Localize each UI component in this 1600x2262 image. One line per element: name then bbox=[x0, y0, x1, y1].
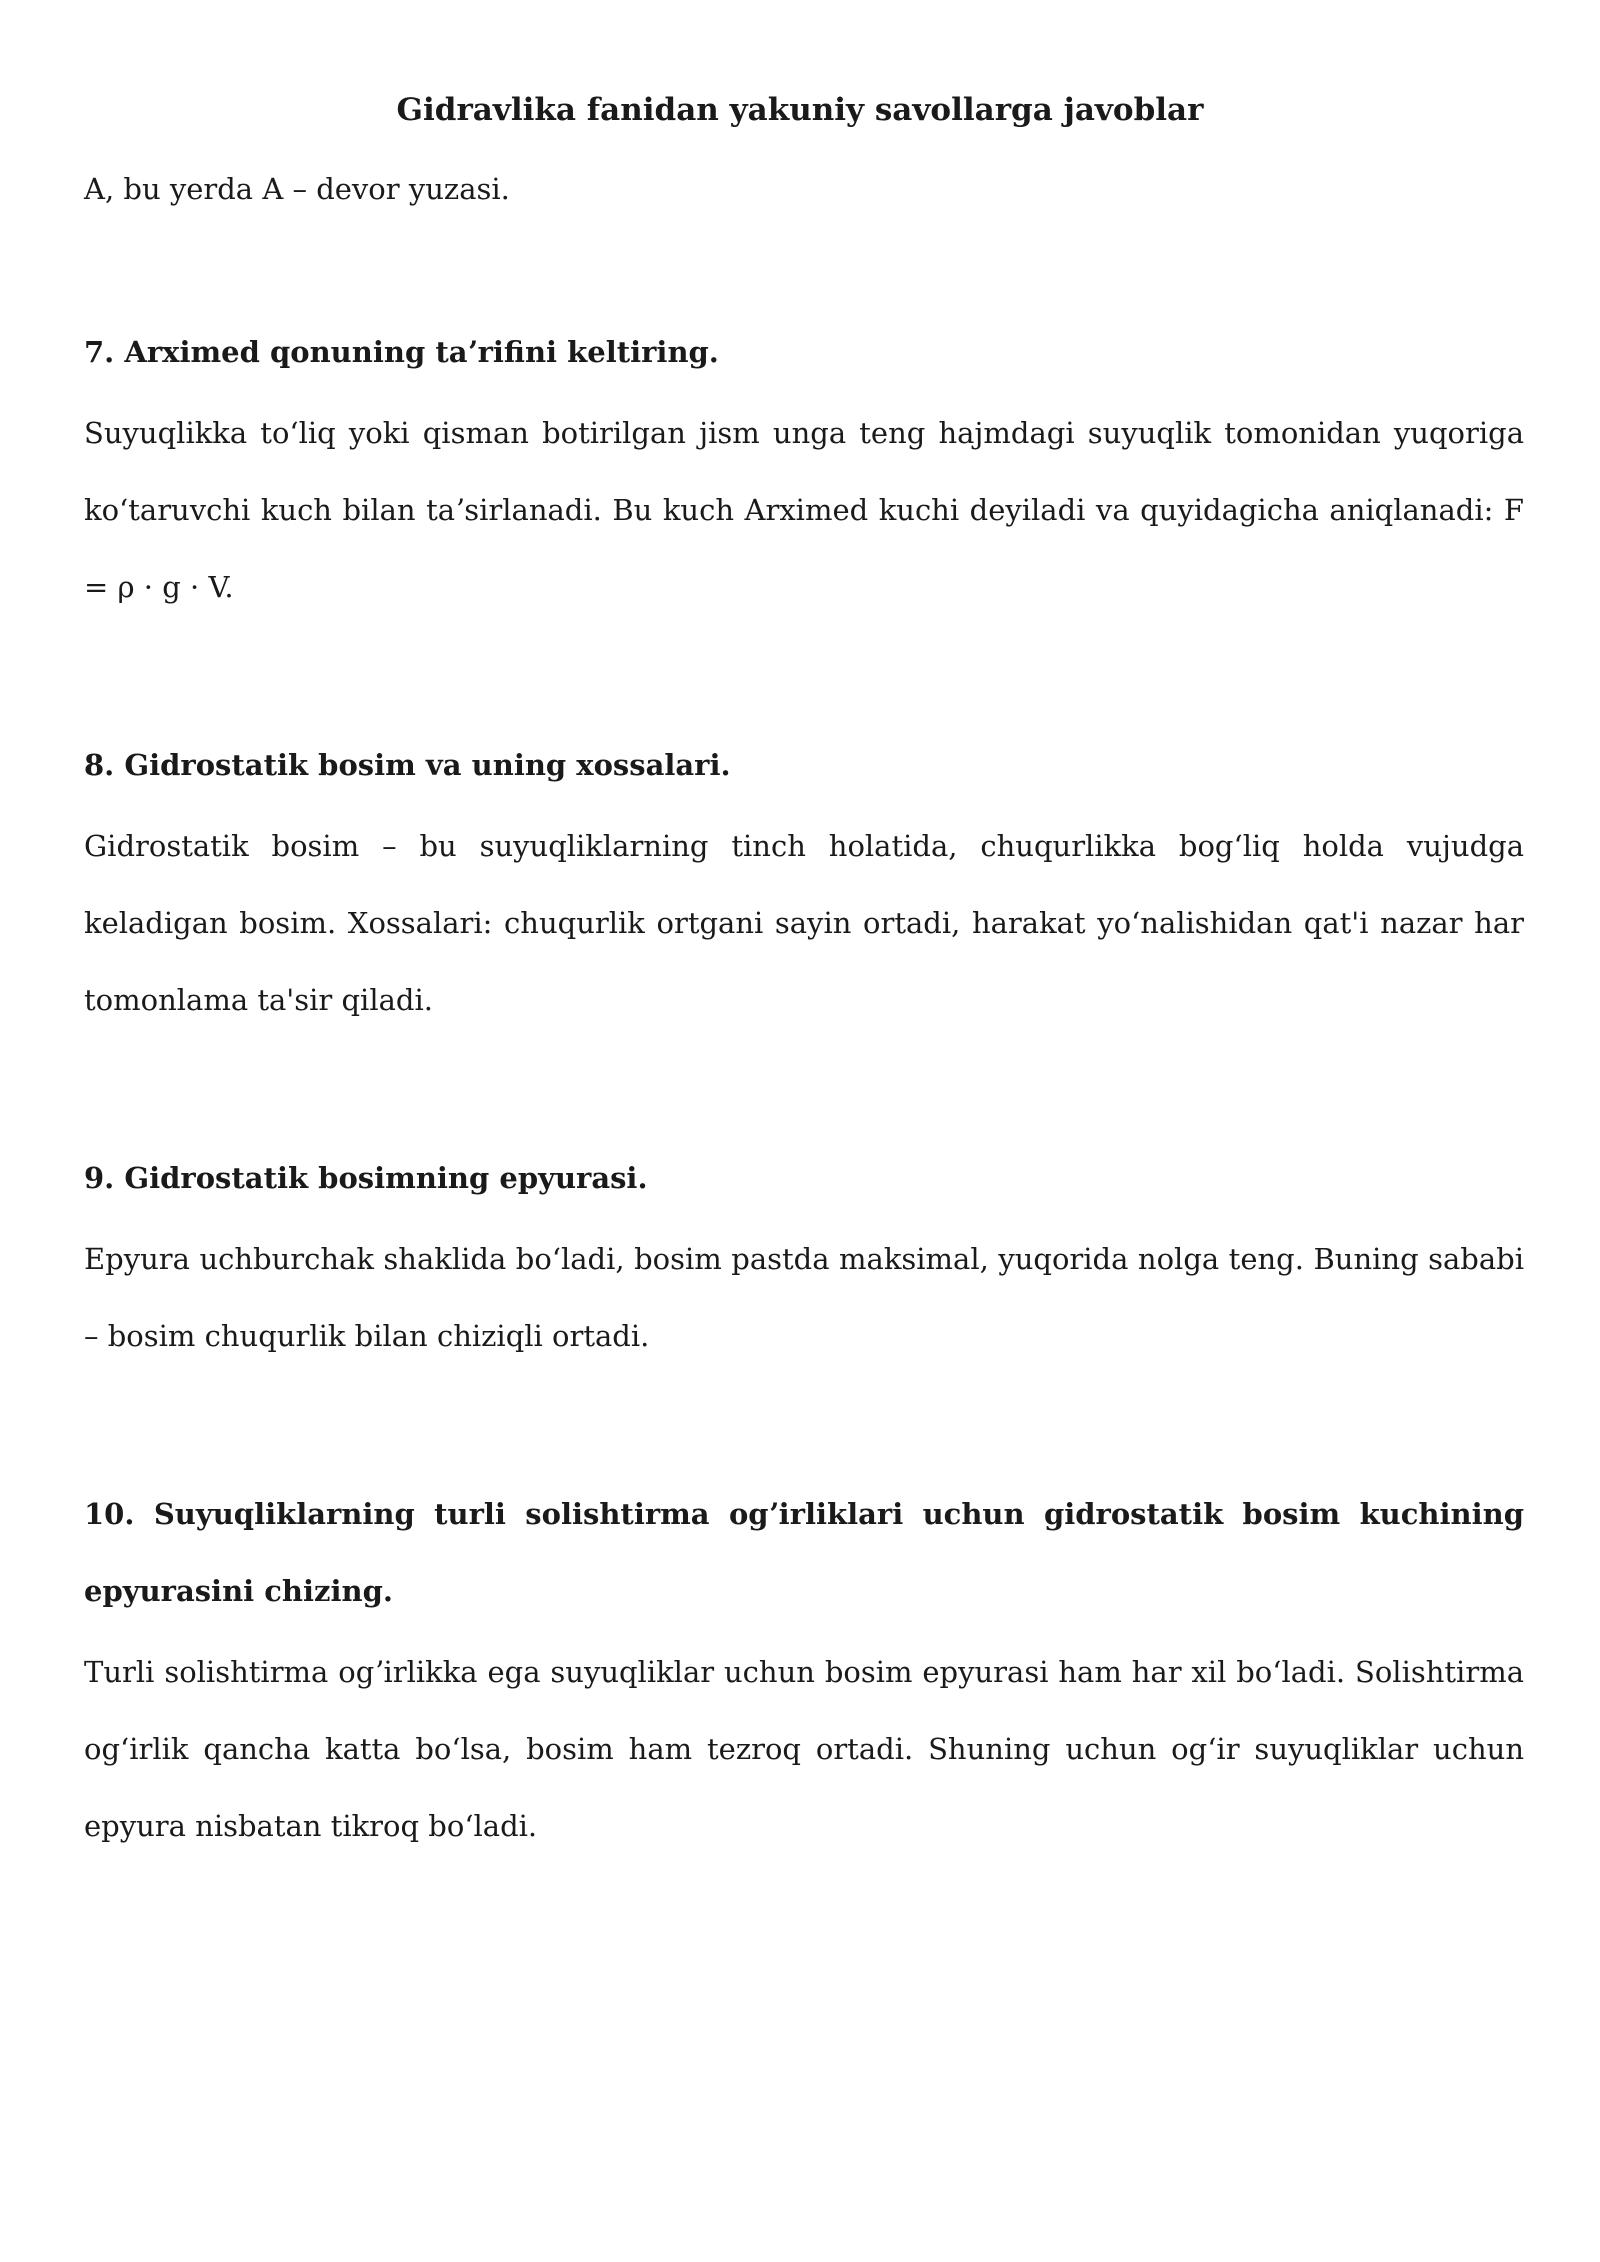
section-9 bbox=[84, 1140, 1524, 1375]
section-7 bbox=[84, 314, 1524, 626]
section-8 bbox=[84, 727, 1524, 1039]
document-body bbox=[84, 165, 1524, 1865]
section-10 bbox=[84, 1476, 1524, 1865]
intro-line: A, bu yerda A – devor yuzasi. bbox=[84, 172, 510, 206]
answer-paragraph: Suyuqlikka toʻliq yoki qisman botirilgan jism unga teng hajmdagi suyuqlik tomonidan yuqoriga koʻtaruvchi kuch bilan taʼsirlanadi. Bu kuch Arximed kuchi deyiladi va quyidagicha aniqlanadi: F = ρ · g · V. bbox=[84, 416, 1524, 604]
question-heading: 8. Gidrostatik bosim va uning xossalari. bbox=[84, 748, 731, 782]
question-heading: 10. Suyuqliklarning turli solishtirma ogʼirliklari uchun gidrostatik bosim kuchining epyurasini chizing. bbox=[84, 1497, 1524, 1608]
answer-paragraph: Turli solishtirma ogʼirlikka ega suyuqliklar uchun bosim epyurasi ham har xil boʻladi. Solishtirma ogʻirlik qancha katta boʻlsa, bosim ham tezroq ortadi. Shuning uchun ogʻir suyuqliklar uchun epyura nisbatan tikroq boʻladi. bbox=[84, 1655, 1524, 1843]
question-heading: 9. Gidrostatik bosimning epyurasi. bbox=[84, 1161, 648, 1195]
question-heading: 7. Arximed qonuning taʼrifini keltiring. bbox=[84, 335, 719, 369]
document-title: Gidravlika fanidan yakuniy savollarga javoblar bbox=[396, 92, 1204, 128]
answer-paragraph: Epyura uchburchak shaklida boʻladi, bosim pastda maksimal, yuqorida nolga teng. Buning sababi – bosim chuqurlik bilan chiziqli ortadi. bbox=[84, 1242, 1524, 1353]
answer-paragraph: Gidrostatik bosim – bu suyuqliklarning tinch holatida, chuqurlikka bogʻliq holda vujudga keladigan bosim. Xossalari: chuqurlik ortgani sayin ortadi, harakat yoʻnalishidan qat'i nazar har tomonlama ta'sir qiladi. bbox=[84, 829, 1524, 1017]
